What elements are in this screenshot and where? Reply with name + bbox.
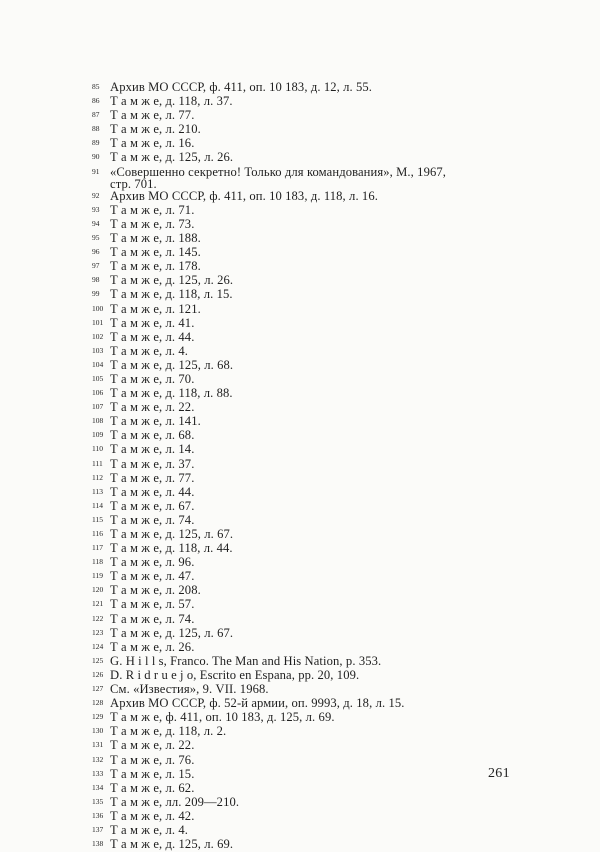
footnote-item [92,260,512,274]
footnote-text: Т а м ж е, л. 188. [110,231,201,246]
footnote-text: Т а м ж е, д. 118, л. 2. [110,724,227,739]
footnote-item [92,429,512,443]
footnote-text: Т а м ж е, л. 76. [110,752,195,767]
footnote-item [92,570,512,584]
footnote-item [92,627,512,641]
footnote-item [92,288,512,302]
footnote-item [92,584,512,598]
footnote-text: Т а м ж е, л. 77. [110,108,195,123]
footnote-number: 100 [92,303,104,313]
footnote-text: Т а м ж е, л. 44. [110,484,195,499]
footnote-number: 134 [92,782,104,792]
footnote-text: Т а м ж е, д. 125, л. 26. [110,150,234,165]
footnote-number: 124 [92,641,104,651]
footnote-number: 99 [92,289,100,299]
footnote-number: 85 [92,82,100,91]
footnote-number: 106 [92,388,104,398]
footnotes-list [92,81,512,852]
footnote-text: Т а м ж е, д. 125, л. 67. [110,625,234,640]
footnote-number: 102 [92,331,104,341]
footnote-item [92,109,512,123]
footnote-item [92,345,512,359]
footnote-number: 95 [92,233,100,243]
footnote-item [92,166,512,190]
footnote-item [92,472,512,486]
footnote-text: G. H i l l s, Franco. The Man and His Nation, p. 353. [110,653,382,668]
footnote-text: Т а м ж е, л. 96. [110,555,195,570]
footnote-text: Т а м ж е, л. 42. [110,808,195,823]
footnote-text: Т а м ж е, л. 41. [110,315,195,330]
footnote-number: 93 [92,204,100,214]
footnote-item [92,232,512,246]
footnote-text: Т а м ж е, л. 4. [110,343,189,358]
footnote-text: Архив МО СССР, ф. 52-й армии, оп. 9993, д. 18, л. 15. [110,696,405,711]
footnote-number: 103 [92,345,104,355]
footnote-item [92,655,512,669]
footnote-text: Т а м ж е, л. 16. [110,136,195,151]
footnote-number: 125 [92,655,104,665]
footnote-text: Т а м ж е, л. 178. [110,259,201,274]
footnote-text: Т а м ж е, л. 208. [110,583,201,598]
footnote-text: Т а м ж е, л. 71. [110,202,195,217]
footnote-number: 115 [92,514,103,524]
footnote-item [92,95,512,109]
footnote-item [92,458,512,472]
footnote-item [92,528,512,542]
footnote-item [92,556,512,570]
footnote-number: 131 [92,740,104,750]
footnote-text-line: «Совершенно секретно! Только для командования», М., 1967, [110,164,447,179]
footnote-item [92,204,512,218]
footnote-text: Т а м ж е, д. 125, л. 26. [110,273,234,288]
footnote-text: Т а м ж е, л. 74. [110,611,195,626]
footnote-text: Т а м ж е, д. 118, л. 15. [110,287,233,302]
footnote-item [92,246,512,260]
footnote-item [92,218,512,232]
footnote-item [92,387,512,401]
footnote-item [92,415,512,429]
footnote-item [92,683,512,697]
footnote-item [92,514,512,528]
footnote-item [92,796,512,810]
footnote-number: 111 [92,458,103,468]
footnote-number: 92 [92,190,100,200]
footnote-text: Т а м ж е, д. 125, л. 68. [110,357,234,372]
footnote-text: Т а м ж е, л. 62. [110,780,195,795]
footnote-item [92,190,512,204]
footnote-number: 108 [92,416,104,426]
footnote-item [92,669,512,683]
footnote-number: 91 [92,166,100,176]
footnote-text: Т а м ж е, л. 47. [110,569,195,584]
footnote-item [92,373,512,387]
footnote-text: Т а м ж е, л. 4. [110,822,189,837]
footnote-number: 87 [92,110,100,120]
footnote-number: 109 [92,430,104,440]
footnote-number: 133 [92,768,104,778]
footnote-number: 105 [92,373,104,383]
footnote-item [92,641,512,655]
footnote-text: Т а м ж е, л. 74. [110,512,195,527]
footnote-text: Т а м ж е, л. 210. [110,122,201,137]
footnote-number: 112 [92,472,103,482]
footnote-item [92,274,512,288]
footnote-number: 88 [92,124,100,134]
footnote-number: 97 [92,261,100,271]
footnote-text: Т а м ж е, д. 118, л. 37. [110,94,233,109]
footnote-number: 113 [92,486,103,496]
footnote-number: 130 [92,726,104,736]
footnote-text: Т а м ж е, д. 118, л. 88. [110,386,233,401]
footnote-text: Т а м ж е, д. 125, л. 69. [110,837,234,852]
footnote-item [92,711,512,725]
footnote-number: 117 [92,543,103,553]
footnote-number: 122 [92,613,104,623]
footnote-item [92,486,512,500]
footnote-text: См. «Известия», 9. VII. 1968. [110,682,269,697]
footnote-text: Т а м ж е, л. 44. [110,329,195,344]
footnote-number: 116 [92,529,103,538]
footnote-number: 123 [92,627,104,637]
footnote-number: 98 [92,275,100,285]
footnote-number: 86 [92,96,100,106]
footnote-number: 107 [92,402,104,412]
footnote-text: Т а м ж е, л. 22. [110,738,195,753]
footnote-number: 128 [92,698,104,708]
footnote-text: Т а м ж е, л. 77. [110,470,195,485]
footnote-text: Т а м ж е, л. 14. [110,442,195,457]
footnote-number: 110 [92,444,103,454]
footnote-text [110,166,512,190]
footnote-text: Т а м ж е, д. 118, л. 44. [110,541,233,556]
footnote-number: 121 [92,599,104,609]
footnote-text: Т а м ж е, д. 125, л. 67. [110,527,234,541]
footnote-number: 101 [92,317,104,327]
footnote-item [92,754,512,768]
footnote-text: Архив МО СССР, ф. 411, оп. 10 183, д. 12, л. 55. [110,80,373,94]
footnote-number: 126 [92,669,104,679]
footnote-text: Т а м ж е, л. 68. [110,428,195,443]
footnote-number: 118 [92,557,103,567]
footnote-text: Т а м ж е, л. 67. [110,498,195,513]
footnote-number: 132 [92,754,104,764]
footnote-text: Т а м ж е, ф. 411, оп. 10 183, д. 125, л. 69. [110,710,335,725]
footnote-text: Т а м ж е, л. 70. [110,371,195,386]
footnote-text: Т а м ж е, л. 37. [110,456,195,471]
footnote-text: Т а м ж е, лл. 209—210. [110,794,240,809]
footnote-text: Т а м ж е, л. 141. [110,414,201,429]
footnote-item [92,782,512,796]
footnote-item [92,123,512,137]
footnote-number: 114 [92,500,103,510]
footnote-item [92,697,512,711]
footnote-number: 137 [92,824,104,834]
footnote-item [92,443,512,457]
footnote-number: 96 [92,247,100,257]
footnote-text: Т а м ж е, л. 15. [110,766,195,781]
footnote-text-line: стр. 701. [110,176,157,191]
footnote-number: 136 [92,810,104,820]
footnote-item [92,613,512,627]
footnote-text: Т а м ж е, л. 22. [110,400,195,415]
footnote-text: Т а м ж е, л. 73. [110,216,195,231]
footnote-number: 89 [92,138,100,148]
footnote-item [92,317,512,331]
footnote-text: Т а м ж е, л. 121. [110,301,201,316]
footnote-number: 94 [92,218,100,228]
footnote-item [92,598,512,612]
footnote-item [92,331,512,345]
footnote-text: D. R i d r u e j o, Escrito en Espana, pp. 20, 109. [110,667,360,682]
footnote-number: 129 [92,712,104,722]
footnote-item [92,500,512,514]
footnote-item [92,739,512,753]
footnote-number: 119 [92,571,103,581]
footnote-number: 90 [92,152,100,162]
footnote-number: 135 [92,796,104,806]
footnote-number: 127 [92,684,104,694]
footnote-text: Т а м ж е, л. 145. [110,245,201,260]
footnote-item [92,401,512,415]
footnote-item [92,725,512,739]
footnote-item [92,81,512,95]
footnote-item [92,151,512,165]
footnote-item [92,303,512,317]
footnote-number: 120 [92,585,104,595]
footnote-item [92,824,512,838]
footnote-item [92,810,512,824]
footnote-text: Т а м ж е, л. 26. [110,639,195,654]
footnote-number: 138 [92,839,104,849]
footnote-item [92,838,512,852]
footnote-text: Архив МО СССР, ф. 411, оп. 10 183, д. 118, л. 16. [110,188,378,203]
page-number: 261 [488,766,510,781]
footnote-item [92,137,512,151]
footnote-item [92,542,512,556]
footnote-number: 104 [92,359,104,369]
footnote-item [92,768,512,782]
footnote-item [92,359,512,373]
footnote-text: Т а м ж е, л. 57. [110,597,195,612]
